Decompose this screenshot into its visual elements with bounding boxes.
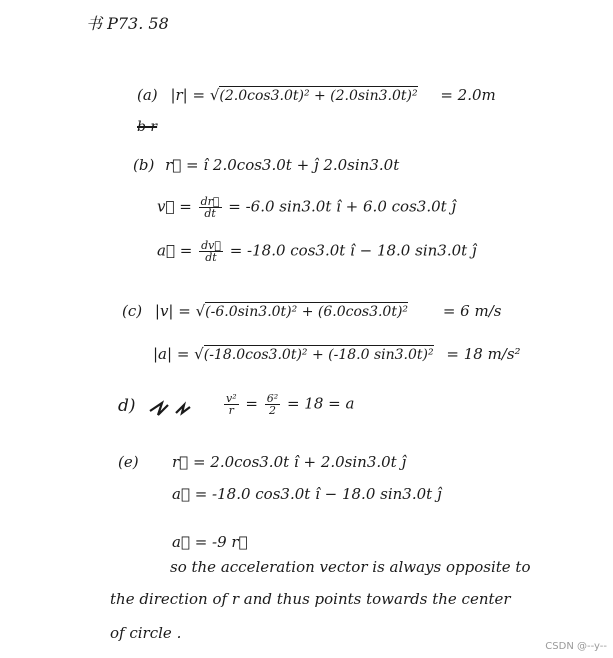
a-result: = -18.0 cos3.0t î − 18.0 sin3.0t ĵ [229,241,477,260]
part-d-result: = 18 = a [286,394,355,413]
v-lhs: v⃗ = [157,197,192,216]
part-e-a-line: a⃗ = -18.0 cos3.0t î − 18.0 sin3.0t ĵ [172,485,442,503]
part-c-speed [122,302,501,319]
part-a-label: (a) [137,86,158,104]
part-b-r-line: r⃗ = î 2.0cos3.0t + ĵ 2.0sin3.0t [165,156,400,174]
watermark: CSDN @--y-- [545,641,607,652]
part-d-equation [222,393,354,416]
sqrt-icon: √ [194,345,204,363]
speed-lhs: |v| = [154,302,191,320]
part-e-relation: a⃗ = -9 r⃗ [172,533,248,551]
part-e-label: (e) [118,453,139,471]
part-b-acceleration [157,240,477,263]
speed-radicand: (-6.0sin3.0t)² + (6.0cos3.0t)² [205,304,409,320]
v-result: = -6.0 sin3.0t î + 6.0 cos3.0t ĵ [228,197,457,216]
part-c-label: (c) [122,302,143,320]
part-b-label: (b) [133,156,155,174]
part-c-accel-magnitude [153,345,521,362]
equals-sign: = [245,394,258,413]
sqrt-icon: √ [209,86,220,104]
conclusion-line-1: so the acceleration vector is always opposite to [170,558,531,576]
scribble-icon [146,397,206,419]
conclusion-line-2: the direction of r and thus points towards the center [110,590,511,608]
page-header: 书 P73. 58 [86,14,169,33]
part-d-label: d) [118,396,136,416]
sqrt-icon: √ [195,302,206,320]
speed-result: = 6 m/s [442,302,502,320]
part-a-equation [137,86,496,103]
conclusion-line-3: of circle . [110,624,182,642]
accel-radicand: (-18.0cos3.0t)² + (-18.0 sin3.0t)² [203,347,434,363]
v-derivative: $\frac{dr⃗}{dt}$ [200,195,220,220]
v-squared-over-r: $\frac{\text{v²}}{r}$ [226,392,237,417]
part-e-r-line: r⃗ = 2.0cos3.0t î + 2.0sin3.0t ĵ [172,453,407,471]
part-a-result: = 2.0m [440,86,496,104]
part-b-velocity [157,196,456,219]
struck-out-text: b r [137,119,158,135]
part-b-position [133,158,399,173]
a-lhs: a⃗ = [157,241,193,260]
a-derivative: $\frac{dv⃗}{dt}$ [201,239,221,264]
part-a-lhs: |r| = [170,86,206,104]
part-a-radicand: (2.0cos3.0t)² + (2.0sin3.0t)² [219,88,418,104]
accel-result: = 18 m/s² [446,345,521,363]
accel-lhs: |a| = [153,345,190,363]
six-squared-over-two: $\frac{\text{6²}}{2}$ [266,392,279,417]
